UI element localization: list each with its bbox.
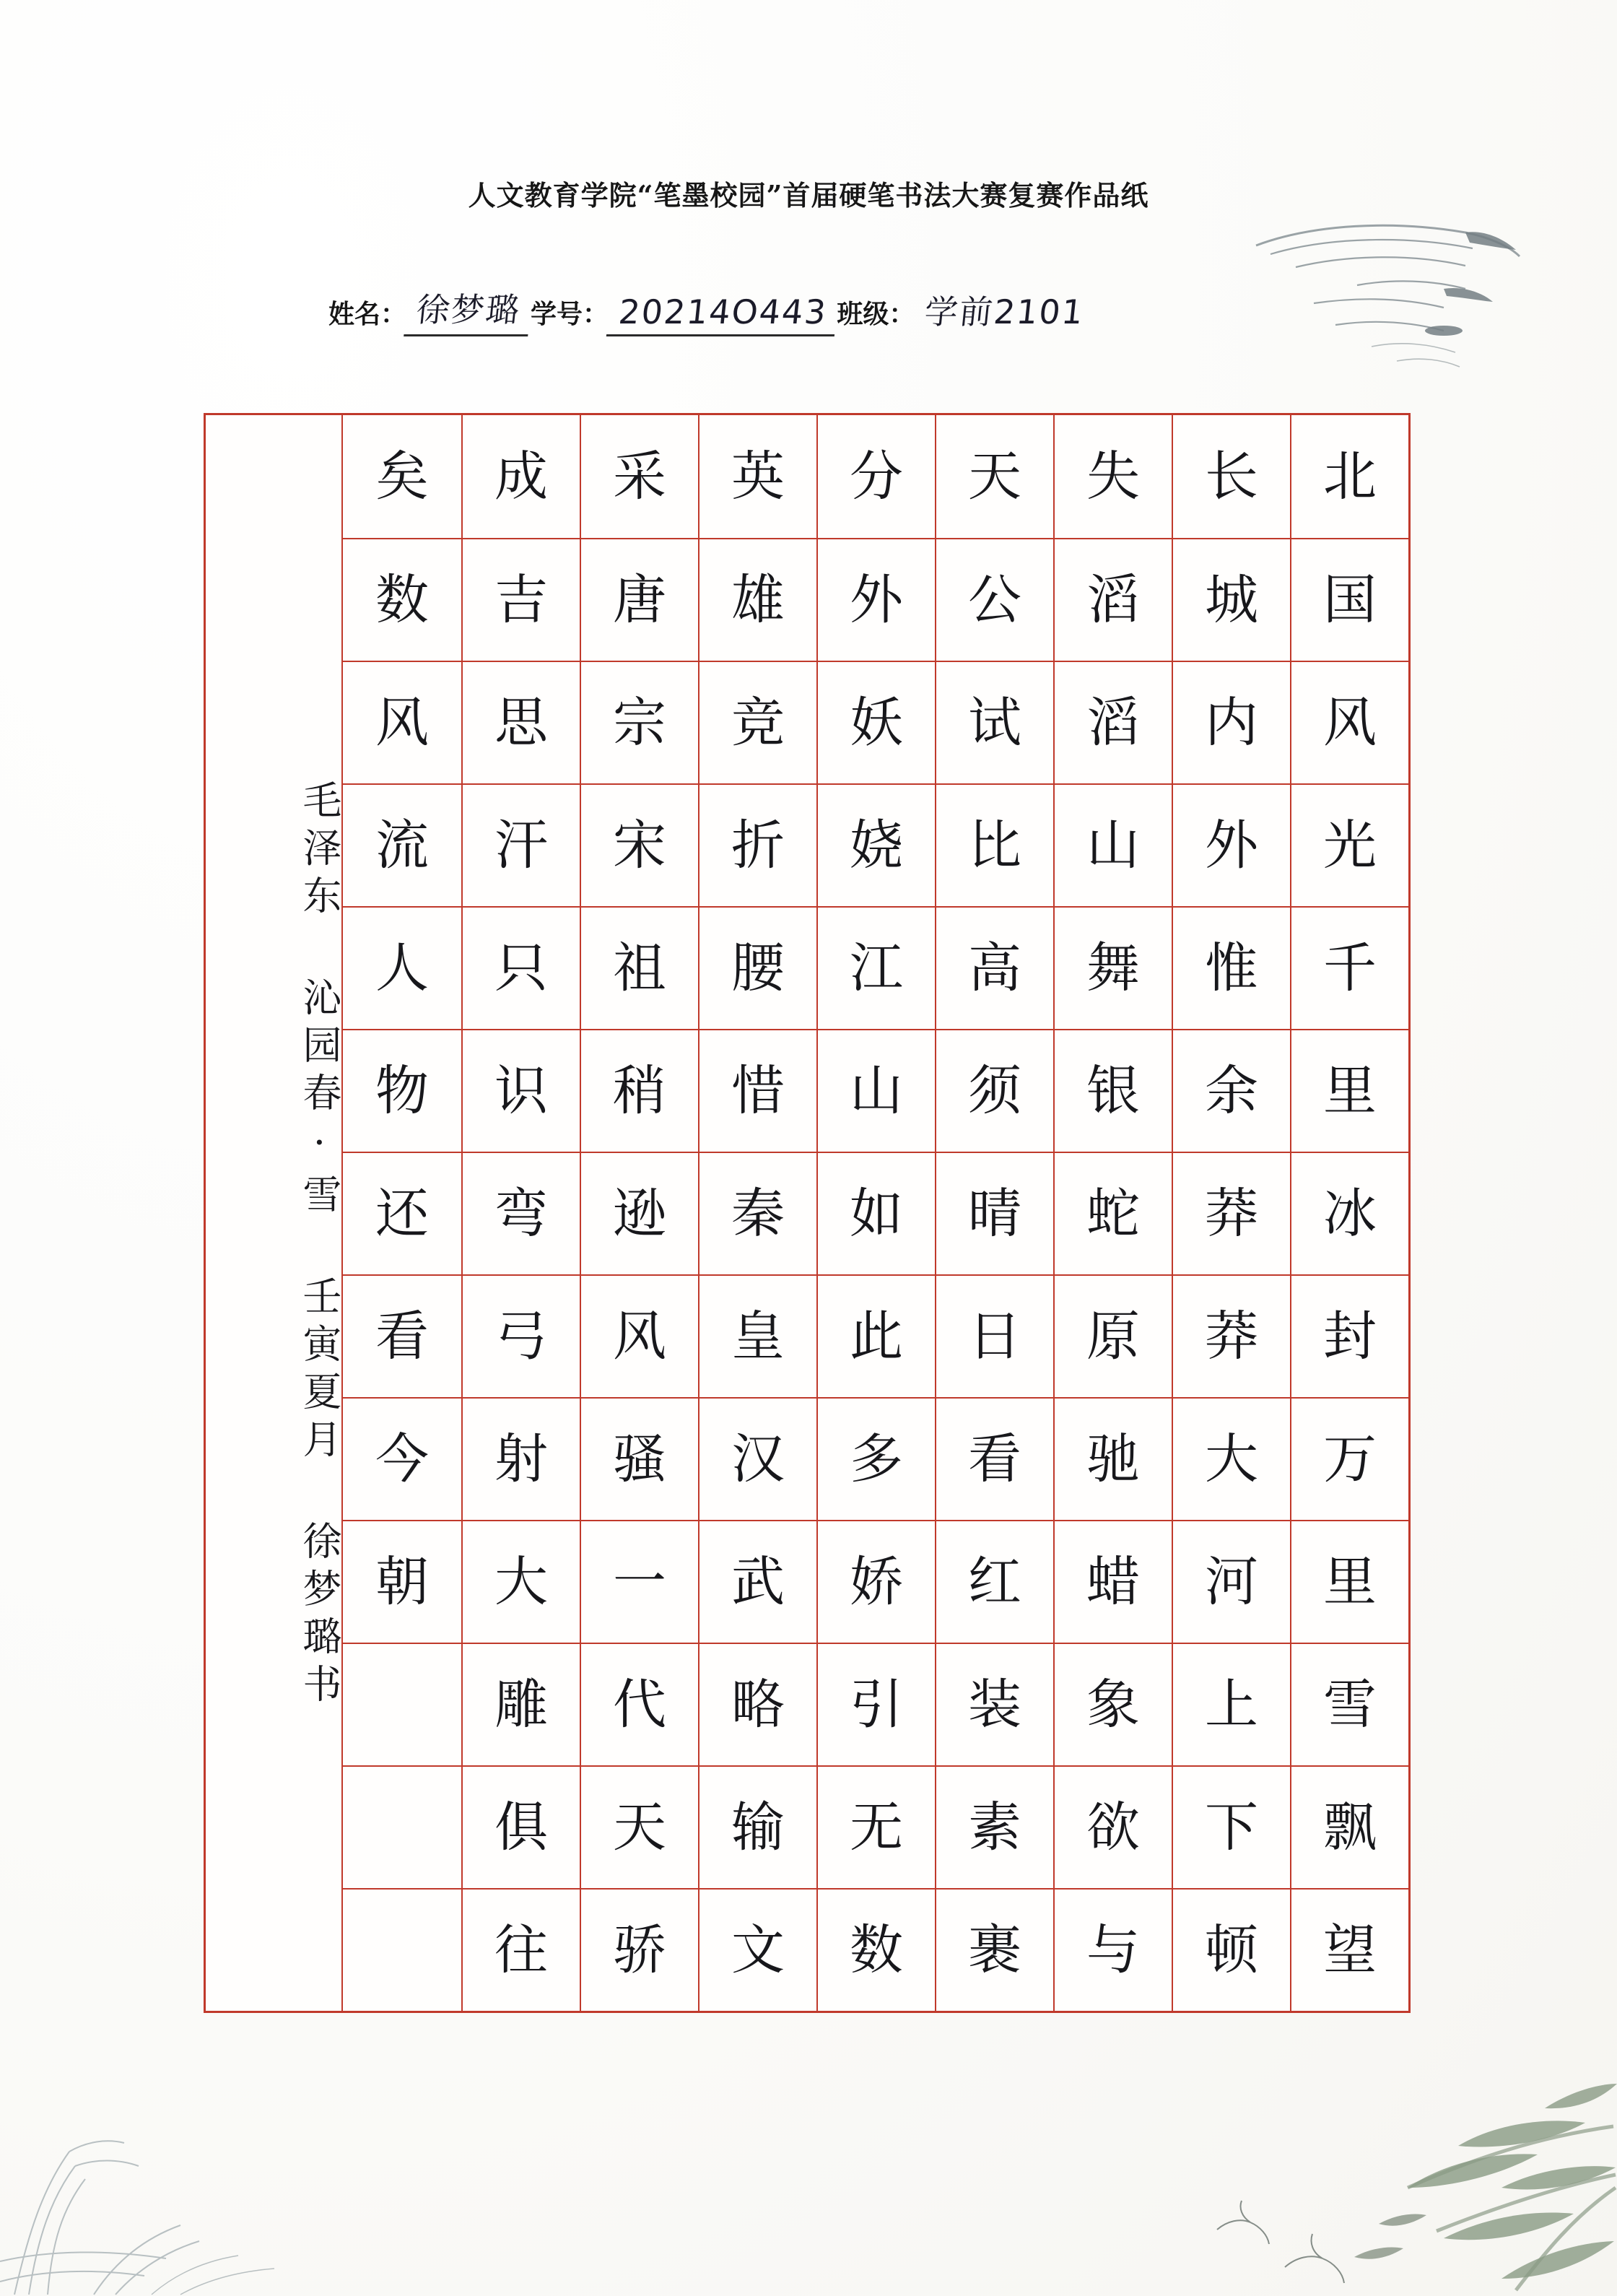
grid-cell: 莽 (1172, 1152, 1290, 1274)
grid-cell: 物 (343, 1029, 461, 1152)
grid-cell: 娇 (816, 1520, 935, 1643)
grid-cell: 俱 (461, 1765, 580, 1888)
grid-cell: 矣 (375, 445, 429, 508)
grid-cell: 骚 (580, 1397, 698, 1520)
grid-cell: 下 (1172, 1765, 1290, 1888)
grid-cell: 顿 (1172, 1888, 1290, 2011)
grid-cell: 北 (1290, 415, 1408, 538)
grid-cell: 无 (816, 1765, 935, 1888)
grid-cell: 裹 (935, 1888, 1053, 2011)
class-label: 班级： (837, 299, 915, 329)
grid-cell: 雪 (1290, 1643, 1408, 1765)
grid-cell: 山 (816, 1029, 935, 1152)
grid-cell: 蜡 (1053, 1520, 1172, 1643)
grid-cell: 如 (816, 1152, 935, 1274)
grid-cell: 多 (816, 1397, 935, 1520)
grid-cell: 略 (698, 1643, 816, 1765)
grid-cell: 须 (935, 1029, 1053, 1152)
grid-cell: 日 (935, 1274, 1053, 1397)
grid-cell: 宋 (580, 783, 698, 906)
grid-cell (343, 1643, 461, 1765)
grid-cell: 里 (1290, 1029, 1408, 1152)
grid-cell: 只 (461, 906, 580, 1029)
grid-cell: 惜 (698, 1029, 816, 1152)
inscription-column (206, 415, 343, 2011)
grid-cell: 武 (698, 1520, 816, 1643)
grid-cell: 莽 (1172, 1274, 1290, 1397)
grid-cell: 晴 (935, 1152, 1053, 1274)
inscription-text: 毛泽东 沁园春·雪 壬寅夏月 徐梦璐书 (297, 780, 342, 1711)
grid-cell: 皇 (698, 1274, 816, 1397)
grid-cell: 分 (816, 415, 935, 538)
grid-cell: 此 (816, 1274, 935, 1397)
grid-cells (343, 415, 1408, 2011)
student-id-value: 20214O443 (606, 292, 840, 336)
grid-cell: 长 (1172, 415, 1290, 538)
grid-cell: 吉 (461, 538, 580, 661)
grid-cell: 成 (461, 415, 580, 538)
grid-cell: 封 (1290, 1274, 1408, 1397)
grid-cell: 城 (1172, 538, 1290, 661)
grid-cell: 汉 (698, 1397, 816, 1520)
grid-cell: 试 (935, 661, 1053, 783)
grid-cell: 光 (1290, 783, 1408, 906)
student-id-label: 学号： (531, 299, 609, 329)
grid-cell: 比 (935, 783, 1053, 906)
grid-cell: 山 (1053, 783, 1172, 906)
grid-cell: 蛇 (1053, 1152, 1172, 1274)
grid-cell: 逊 (580, 1152, 698, 1274)
grid-cell: 代 (580, 1643, 698, 1765)
grid-cell: 折 (698, 783, 816, 906)
grid-cell: 里 (1290, 1520, 1408, 1643)
grid-cell: 素 (935, 1765, 1053, 1888)
grid-cell: 腰 (698, 906, 816, 1029)
grid-cell: 宗 (580, 661, 698, 783)
grid-cell: 大 (461, 1520, 580, 1643)
grid-cell: 弓 (461, 1274, 580, 1397)
grid-cell: 原 (1053, 1274, 1172, 1397)
grid-cell: 风 (1290, 661, 1408, 783)
grid-cell: 采 (580, 415, 698, 538)
grid-cell: 一 (580, 1520, 698, 1643)
grid-cell: 高 (935, 906, 1053, 1029)
grid-cell: 滔 (1053, 538, 1172, 661)
class-value: 学前2101 (923, 292, 1087, 331)
grid-cell: 雄 (698, 538, 816, 661)
grid-cell: 上 (1172, 1643, 1290, 1765)
page-title: 人文教育学院“笔墨校园”首届硬笔书法大赛复赛作品纸 (468, 179, 1149, 212)
grid-cell: 余 (1172, 1029, 1290, 1152)
grid-cell (343, 1765, 461, 1888)
grid-cell: 朝 (343, 1520, 461, 1643)
grid-cell: 汗 (461, 783, 580, 906)
grid-cell: 千 (1290, 906, 1408, 1029)
grid-cell: 公 (935, 538, 1053, 661)
grid-cell: 内 (1172, 661, 1290, 783)
grid-cell: 弯 (461, 1152, 580, 1274)
grid-cell: 竞 (698, 661, 816, 783)
grid-cell (343, 1888, 461, 2011)
grid-cell: 冰 (1290, 1152, 1408, 1274)
grid-cell: 唐 (580, 538, 698, 661)
grid-cell: 骄 (580, 1888, 698, 2011)
name-label: 姓名： (328, 299, 407, 329)
grid-cell: 往 (461, 1888, 580, 2011)
grid-cell: 象 (1053, 1643, 1172, 1765)
grid-cell: 惟 (1172, 906, 1290, 1029)
grid-cell: 看 (935, 1397, 1053, 1520)
grid-cell: 滔 (1053, 661, 1172, 783)
grid-cell: 文 (698, 1888, 816, 2011)
grid-cell: 外 (1172, 783, 1290, 906)
grid-cell: 输 (698, 1765, 816, 1888)
grid-cell: 英 (698, 415, 816, 538)
grid-cell: 今 (343, 1397, 461, 1520)
grid-cell: 望 (1290, 1888, 1408, 2011)
grid-cell: 射 (461, 1397, 580, 1520)
grid-cell: 稍 (580, 1029, 698, 1152)
grid-cell: 数 (816, 1888, 935, 2011)
grid-cell: 秦 (698, 1152, 816, 1274)
grid-cell: 祖 (580, 906, 698, 1029)
grid-cell: 外 (816, 538, 935, 661)
grid-cell: 驰 (1053, 1397, 1172, 1520)
grid-cell: 国 (1290, 538, 1408, 661)
grid-cell: 万 (1290, 1397, 1408, 1520)
grid-cell: 雕 (461, 1643, 580, 1765)
grid-cell: 江 (816, 906, 935, 1029)
grid-cell: 红 (935, 1520, 1053, 1643)
grid-cell: 人 (343, 906, 461, 1029)
grid-cell: 与 (1053, 1888, 1172, 2011)
grid-cell: 妖 (816, 661, 935, 783)
grid-cell: 思 (461, 661, 580, 783)
grid-cell: 装 (935, 1643, 1053, 1765)
student-info-row (328, 274, 1339, 336)
grid-cell: 娆 (816, 783, 935, 906)
grid-cell: 舞 (1053, 906, 1172, 1029)
calligraphy-grid (204, 413, 1411, 2013)
name-value: 徐梦璐 (404, 284, 533, 336)
grid-cell: 河 (1172, 1520, 1290, 1643)
grid-cell: 识 (461, 1029, 580, 1152)
grid-cell: 流 (343, 783, 461, 906)
grid-cell: 天 (580, 1765, 698, 1888)
grid-cell: 数 (343, 538, 461, 661)
grid-cell: 失 (1053, 415, 1172, 538)
grid-cell: 天 (935, 415, 1053, 538)
grid-cell: 引 (816, 1643, 935, 1765)
grid-cell: 风 (580, 1274, 698, 1397)
grid-cell: 飘 (1290, 1765, 1408, 1888)
grid-cell: 大 (1172, 1397, 1290, 1520)
grid-cell: 风 (343, 661, 461, 783)
grid-cell: 银 (1053, 1029, 1172, 1152)
grid-cell: 看 (343, 1274, 461, 1397)
grid-cell: 还 (343, 1152, 461, 1274)
grid-cell: 欲 (1053, 1765, 1172, 1888)
